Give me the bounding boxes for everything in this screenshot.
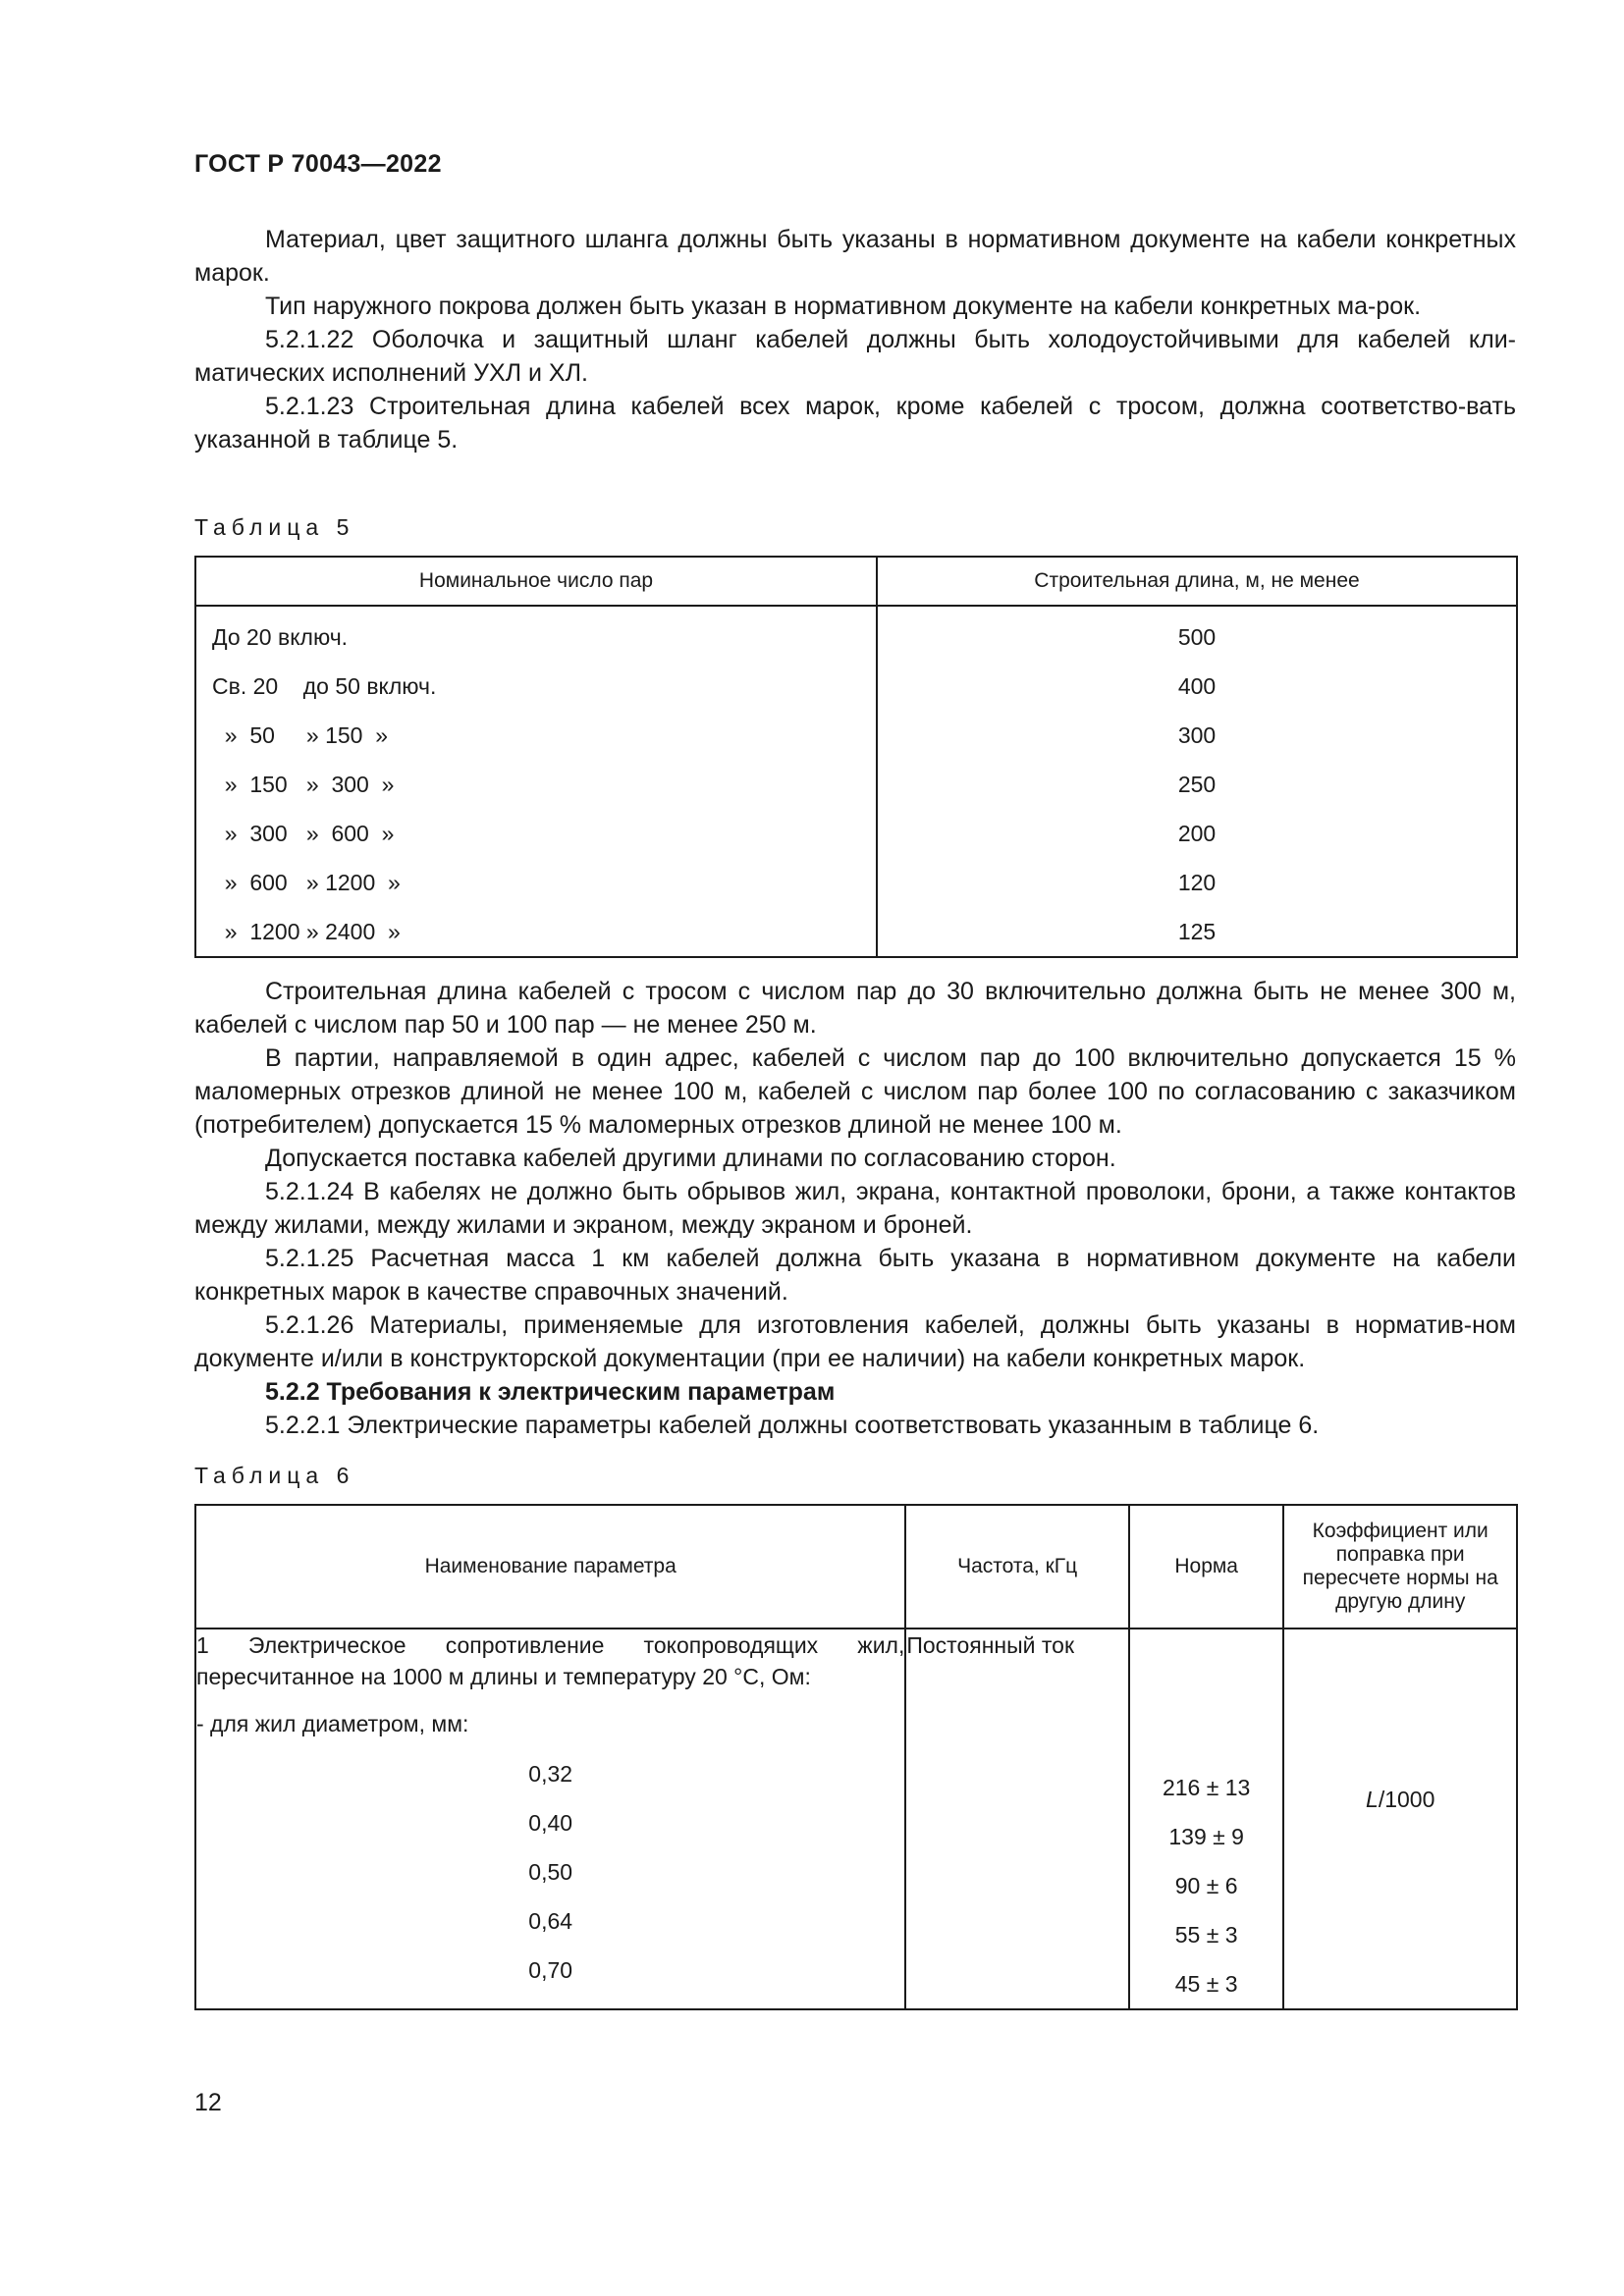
table-row: [195, 662, 1517, 711]
table-row: [195, 606, 1517, 662]
table-row: [195, 1629, 1517, 2009]
diameter-value: 0,64: [528, 1908, 573, 1934]
pairs-cell: » 1200 » 2400 »: [195, 907, 877, 957]
table-row: [195, 858, 1517, 907]
table-row: [195, 711, 1517, 760]
length-cell: 200: [1177, 820, 1217, 846]
diameter-value: 0,32: [528, 1761, 573, 1787]
document-header: ГОСТ Р 70043—2022: [194, 150, 442, 178]
diameter-value: 0,70: [528, 1957, 573, 1983]
length-cell: 400: [1177, 672, 1217, 699]
frequency-cell: Постоянный ток: [905, 1629, 1129, 2009]
table-header: Строительная длина, м, не менее: [877, 557, 1517, 606]
length-cell: 250: [1177, 771, 1217, 797]
table-6-caption: Таблица 6: [194, 1463, 355, 1488]
table-5: [194, 556, 1518, 958]
table-header: Частота, кГц: [905, 1505, 1129, 1629]
paragraph: 5.2.1.22 Оболочка и защитный шланг кабелей должны быть холодоустойчивыми для кабелей кли-матических исполнений УХЛ и ХЛ.: [194, 326, 1516, 387]
paragraph: Материал, цвет защитного шланга должны быть указаны в нормативном документе на кабели конкретных марок.: [194, 226, 1516, 287]
table-row: [195, 907, 1517, 957]
diameter-value: 0,40: [528, 1810, 573, 1836]
table-row: [195, 809, 1517, 858]
text-block-top: [194, 223, 1516, 456]
table-header: Наименование параметра: [195, 1505, 905, 1629]
pairs-cell: До 20 включ.: [195, 606, 877, 662]
table-header: Номинальное число пар: [195, 557, 877, 606]
paragraph: 5.2.1.23 Строительная длина кабелей всех марок, кроме кабелей с тросом, должна соответство-вать указанной в таблице 5.: [194, 393, 1516, 454]
paragraph: 5.2.1.24 В кабелях не должно быть обрывов жил, экрана, контактной проволоки, брони, а также контактов между жилами, между жилами и экраном, между экраном и броней.: [194, 1178, 1516, 1239]
parameter-name: 1 Электрическое сопротивление токопроводящих жил, пересчитанное на 1000 м длины и температуру 20 °С, Ом:: [196, 1632, 905, 1689]
norm-value: 45 ± 3: [1174, 1971, 1238, 1997]
length-cell: 300: [1177, 721, 1217, 748]
paragraph: Строительная длина кабелей с тросом с числом пар до 30 включительно должна быть не менее 300 м, кабелей с числом пар 50 и 100 пар — не менее 250 м.: [194, 978, 1516, 1039]
norm-cell: [1129, 1629, 1284, 2009]
paragraph: 5.2.1.25 Расчетная масса 1 км кабелей должна быть указана в нормативном документе на кабели конкретных марок в качестве справочных значений.: [194, 1245, 1516, 1306]
parameter-subtitle: - для жил диаметром, мм:: [196, 1711, 469, 1736]
section-heading: 5.2.2 Требования к электрическим параметрам: [265, 1378, 836, 1406]
paragraph: Тип наружного покрова должен быть указан в нормативном документе на кабели конкретных ма-рок.: [265, 293, 1422, 320]
table-5-caption: Таблица 5: [194, 514, 355, 540]
length-cell: 120: [1177, 869, 1217, 895]
table-header: Норма: [1129, 1505, 1284, 1629]
coefficient-cell: [1283, 1629, 1517, 2009]
table-header: Коэффициент или поправка при пересчете нормы на другую длину: [1283, 1505, 1517, 1629]
paragraph: В партии, направляемой в один адрес, кабелей с числом пар до 100 включительно допускается 15 % маломерных отрезков длиной не менее 100 м, кабелей с числом пар более 100 по согласованию с заказчиком (потребителем) допускается 15 % маломерных отрезков длиной не менее 100 м.: [194, 1044, 1516, 1139]
parameter-cell: [195, 1629, 905, 2009]
paragraph: 5.2.2.1 Электрические параметры кабелей должны соответствовать указанным в таблице 6.: [265, 1412, 1320, 1439]
norm-value: 216 ± 13: [1162, 1775, 1251, 1800]
table-6: [194, 1504, 1518, 2010]
paragraph: 5.2.1.26 Материалы, применяемые для изготовления кабелей, должны быть указаны в норматив-ном документе и/или в конструкторской документации (при ее наличии) на кабели конкретных марок.: [194, 1311, 1516, 1372]
norm-value: 55 ± 3: [1174, 1922, 1238, 1948]
norm-value: 90 ± 6: [1174, 1873, 1238, 1898]
pairs-cell: Св. 20 до 50 включ.: [195, 662, 877, 711]
pairs-cell: » 600 » 1200 »: [195, 858, 877, 907]
pairs-cell: » 50 » 150 »: [195, 711, 877, 760]
pairs-cell: » 150 » 300 »: [195, 760, 877, 809]
pairs-cell: » 300 » 600 »: [195, 809, 877, 858]
diameter-value: 0,50: [528, 1859, 573, 1885]
length-cell: 500: [1177, 623, 1217, 650]
length-cell: 125: [1177, 918, 1217, 944]
norm-value: 139 ± 9: [1168, 1824, 1244, 1849]
text-block-middle: [194, 975, 1516, 1442]
paragraph: Допускается поставка кабелей другими длинами по согласованию сторон.: [265, 1145, 1116, 1172]
table-row: [195, 760, 1517, 809]
coefficient-value: L/1000: [1366, 1787, 1435, 1812]
page-number: 12: [194, 2089, 222, 2116]
